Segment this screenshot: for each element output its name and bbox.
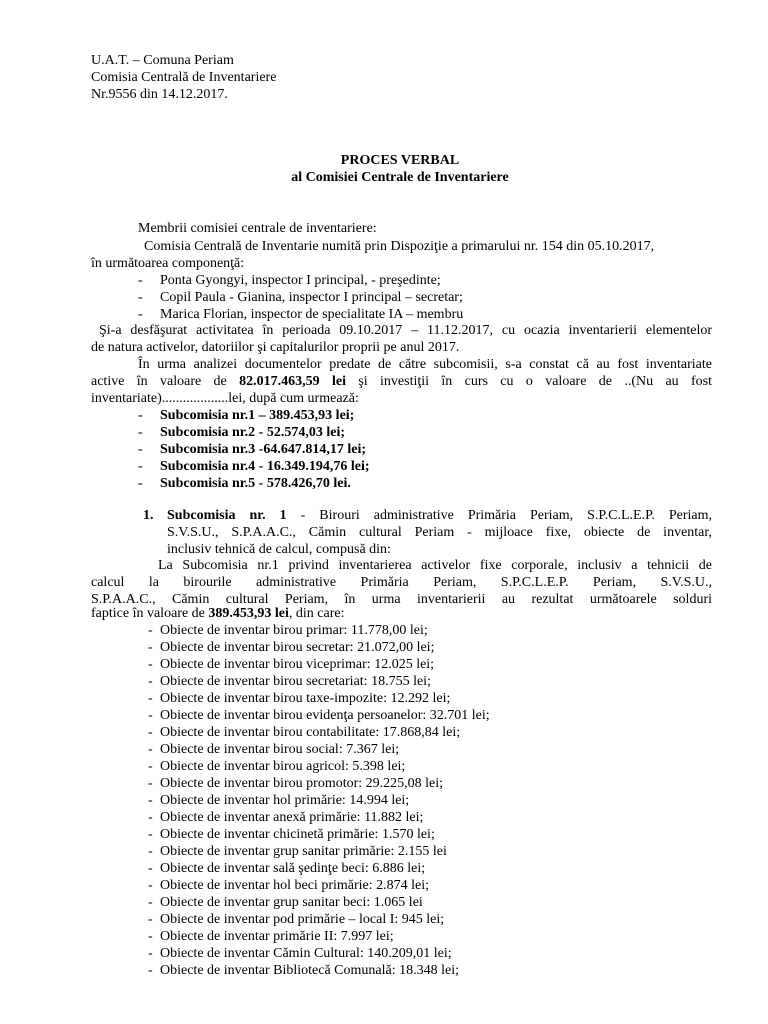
list-item: - Obiecte de inventar birou contabilitate: 17.868,84 lei; (148, 725, 461, 740)
analysis-line: active în valoare de 82.017.463,59 lei şi investiţii în curs cu o valoare de ..(Nu au fost (91, 374, 713, 389)
subcommission-item: Subcomisia nr.5 - 578.426,70 lei. (160, 476, 351, 491)
document-subtitle: al Comisiei Centrale de Inventariere (291, 170, 509, 185)
analysis-line: În urma analizei documentelor predate de către subcomisii, s-a constat că au fost inventariate (138, 357, 712, 372)
section-paragraph-line: S.P.A.A.C., Cămin cultural Periam, în urma inventarierii au rezultat următoarele solduri (91, 592, 712, 607)
appointment-line: Comisia Centrală de Inventarie numită prin Dispoziţie a primarului nr. 154 din 05.10.2017, (144, 239, 655, 254)
section-number: 1. (143, 508, 154, 523)
section-heading-line: S.V.S.U., S.P.A.A.C., Cămin cultural Periam - mijloace fixe, obiecte de inventar, (167, 525, 712, 540)
list-bullet: - (138, 408, 143, 423)
document-header (91, 52, 276, 103)
subcommission-item: Subcomisia nr.1 – 389.453,93 lei; (160, 408, 355, 423)
list-item: - Obiecte de inventar birou agricol: 5.398 lei; (148, 759, 406, 774)
section-paragraph-line: calcul la birourile administrative Primăria Periam, S.P.C.L.E.P. Periam, S.V.S.U., (91, 575, 712, 590)
list-item: - Obiecte de inventar birou taxe-impozite: 12.292 lei; (148, 691, 451, 706)
list-item: - Obiecte de inventar birou secretariat: 18.755 lei; (148, 674, 431, 689)
list-item: - Obiecte de inventar chicinetă primărie: 1.570 lei; (148, 827, 435, 842)
header-commission: Comisia Centrală de Inventariere (91, 70, 277, 85)
list-item: - Obiecte de inventar birou primar: 11.778,00 lei; (148, 623, 428, 638)
total-assets-value: 82.017.463,59 lei (239, 374, 346, 389)
member-item: Copil Paula - Gianina, inspector I principal – secretar; (160, 290, 463, 305)
list-bullet: - (138, 459, 143, 474)
section-paragraph-line: La Subcomisia nr.1 privind inventarierea activelor fixe corporale, inclusiv a tehnicii de (158, 558, 712, 573)
subcommission-item: Subcomisia nr.3 -64.647.814,17 lei; (160, 442, 366, 457)
list-item: - Obiecte de inventar birou promotor: 29.225,08 lei; (148, 776, 444, 791)
list-item: - Obiecte de inventar birou viceprimar: 12.025 lei; (148, 657, 435, 672)
list-bullet: - (138, 273, 143, 288)
list-item: - Obiecte de inventar primărie II: 7.997 lei; (148, 929, 394, 944)
period-line: de natura activelor, datoriilor şi capitalurilor proprii pe anul 2017. (91, 340, 460, 355)
list-item: - Obiecte de inventar hol beci primărie: 2.874 lei; (148, 878, 430, 893)
list-item: - Obiecte de inventar birou secretar: 21.072,00 lei; (148, 640, 435, 655)
header-registration-number: Nr.9556 din 14.12.2017. (91, 87, 228, 102)
list-item: - Obiecte de inventar grup sanitar beci: 1.065 lei (148, 895, 423, 910)
list-item: - Obiecte de inventar birou evidenţa persoanelor: 32.701 lei; (148, 708, 490, 723)
section-heading-line: Subcomisia nr. 1 - Birouri administrative Primăria Periam, S.P.C.L.E.P. Periam, (167, 508, 712, 523)
list-item: - Obiecte de inventar Cămin Cultural: 140.209,01 lei; (148, 946, 452, 961)
member-item: Ponta Gyongyi, inspector I principal, - preşedinte; (160, 273, 441, 288)
list-bullet: - (138, 425, 143, 440)
inventory-items-list (148, 622, 490, 979)
section-title: Subcomisia nr. 1 (167, 508, 287, 523)
member-item: Marica Florian, inspector de specialitate IA – membru (160, 307, 464, 322)
list-bullet: - (138, 307, 143, 322)
section-heading-line: inclusiv tehnică de calcul, compusă din: (167, 542, 391, 557)
list-item: - Obiecte de inventar pod primărie – local I: 945 lei; (148, 912, 445, 927)
appointment-line: în următoarea componenţă: (91, 256, 245, 271)
list-item: - Obiecte de inventar grup sanitar primărie: 2.155 lei (148, 844, 447, 859)
list-bullet: - (138, 476, 143, 491)
analysis-line: inventariate)...................lei, după cum urmează: (91, 391, 359, 406)
list-bullet: - (138, 290, 143, 305)
header-institution: U.A.T. – Comuna Periam (91, 53, 234, 68)
subcommission-item: Subcomisia nr.2 - 52.574,03 lei; (160, 425, 345, 440)
list-item: - Obiecte de inventar sală şedinţe beci: 6.886 lei; (148, 861, 426, 876)
list-bullet: - (138, 442, 143, 457)
list-item: - Obiecte de inventar birou social: 7.367 lei; (148, 742, 400, 757)
members-label: Membrii comisiei centrale de inventariere: (138, 221, 377, 236)
period-line: Şi-a desfăşurat activitatea în perioada 09.10.2017 – 11.12.2017, cu ocazia inventarierii elementelor (99, 323, 712, 338)
subcommission-total-value: 389.453,93 lei (208, 606, 289, 621)
list-item: - Obiecte de inventar Bibliotecă Comunală: 18.348 lei; (148, 963, 459, 978)
list-item: - Obiecte de inventar anexă primărie: 11.882 lei; (148, 810, 424, 825)
section-paragraph-line: faptice în valoare de 389.453,93 lei, din care: (91, 606, 345, 621)
document-title: PROCES VERBAL (340, 153, 460, 168)
subcommission-item: Subcomisia nr.4 - 16.349.194,76 lei; (160, 459, 370, 474)
list-item: - Obiecte de inventar hol primărie: 14.994 lei; (148, 793, 410, 808)
